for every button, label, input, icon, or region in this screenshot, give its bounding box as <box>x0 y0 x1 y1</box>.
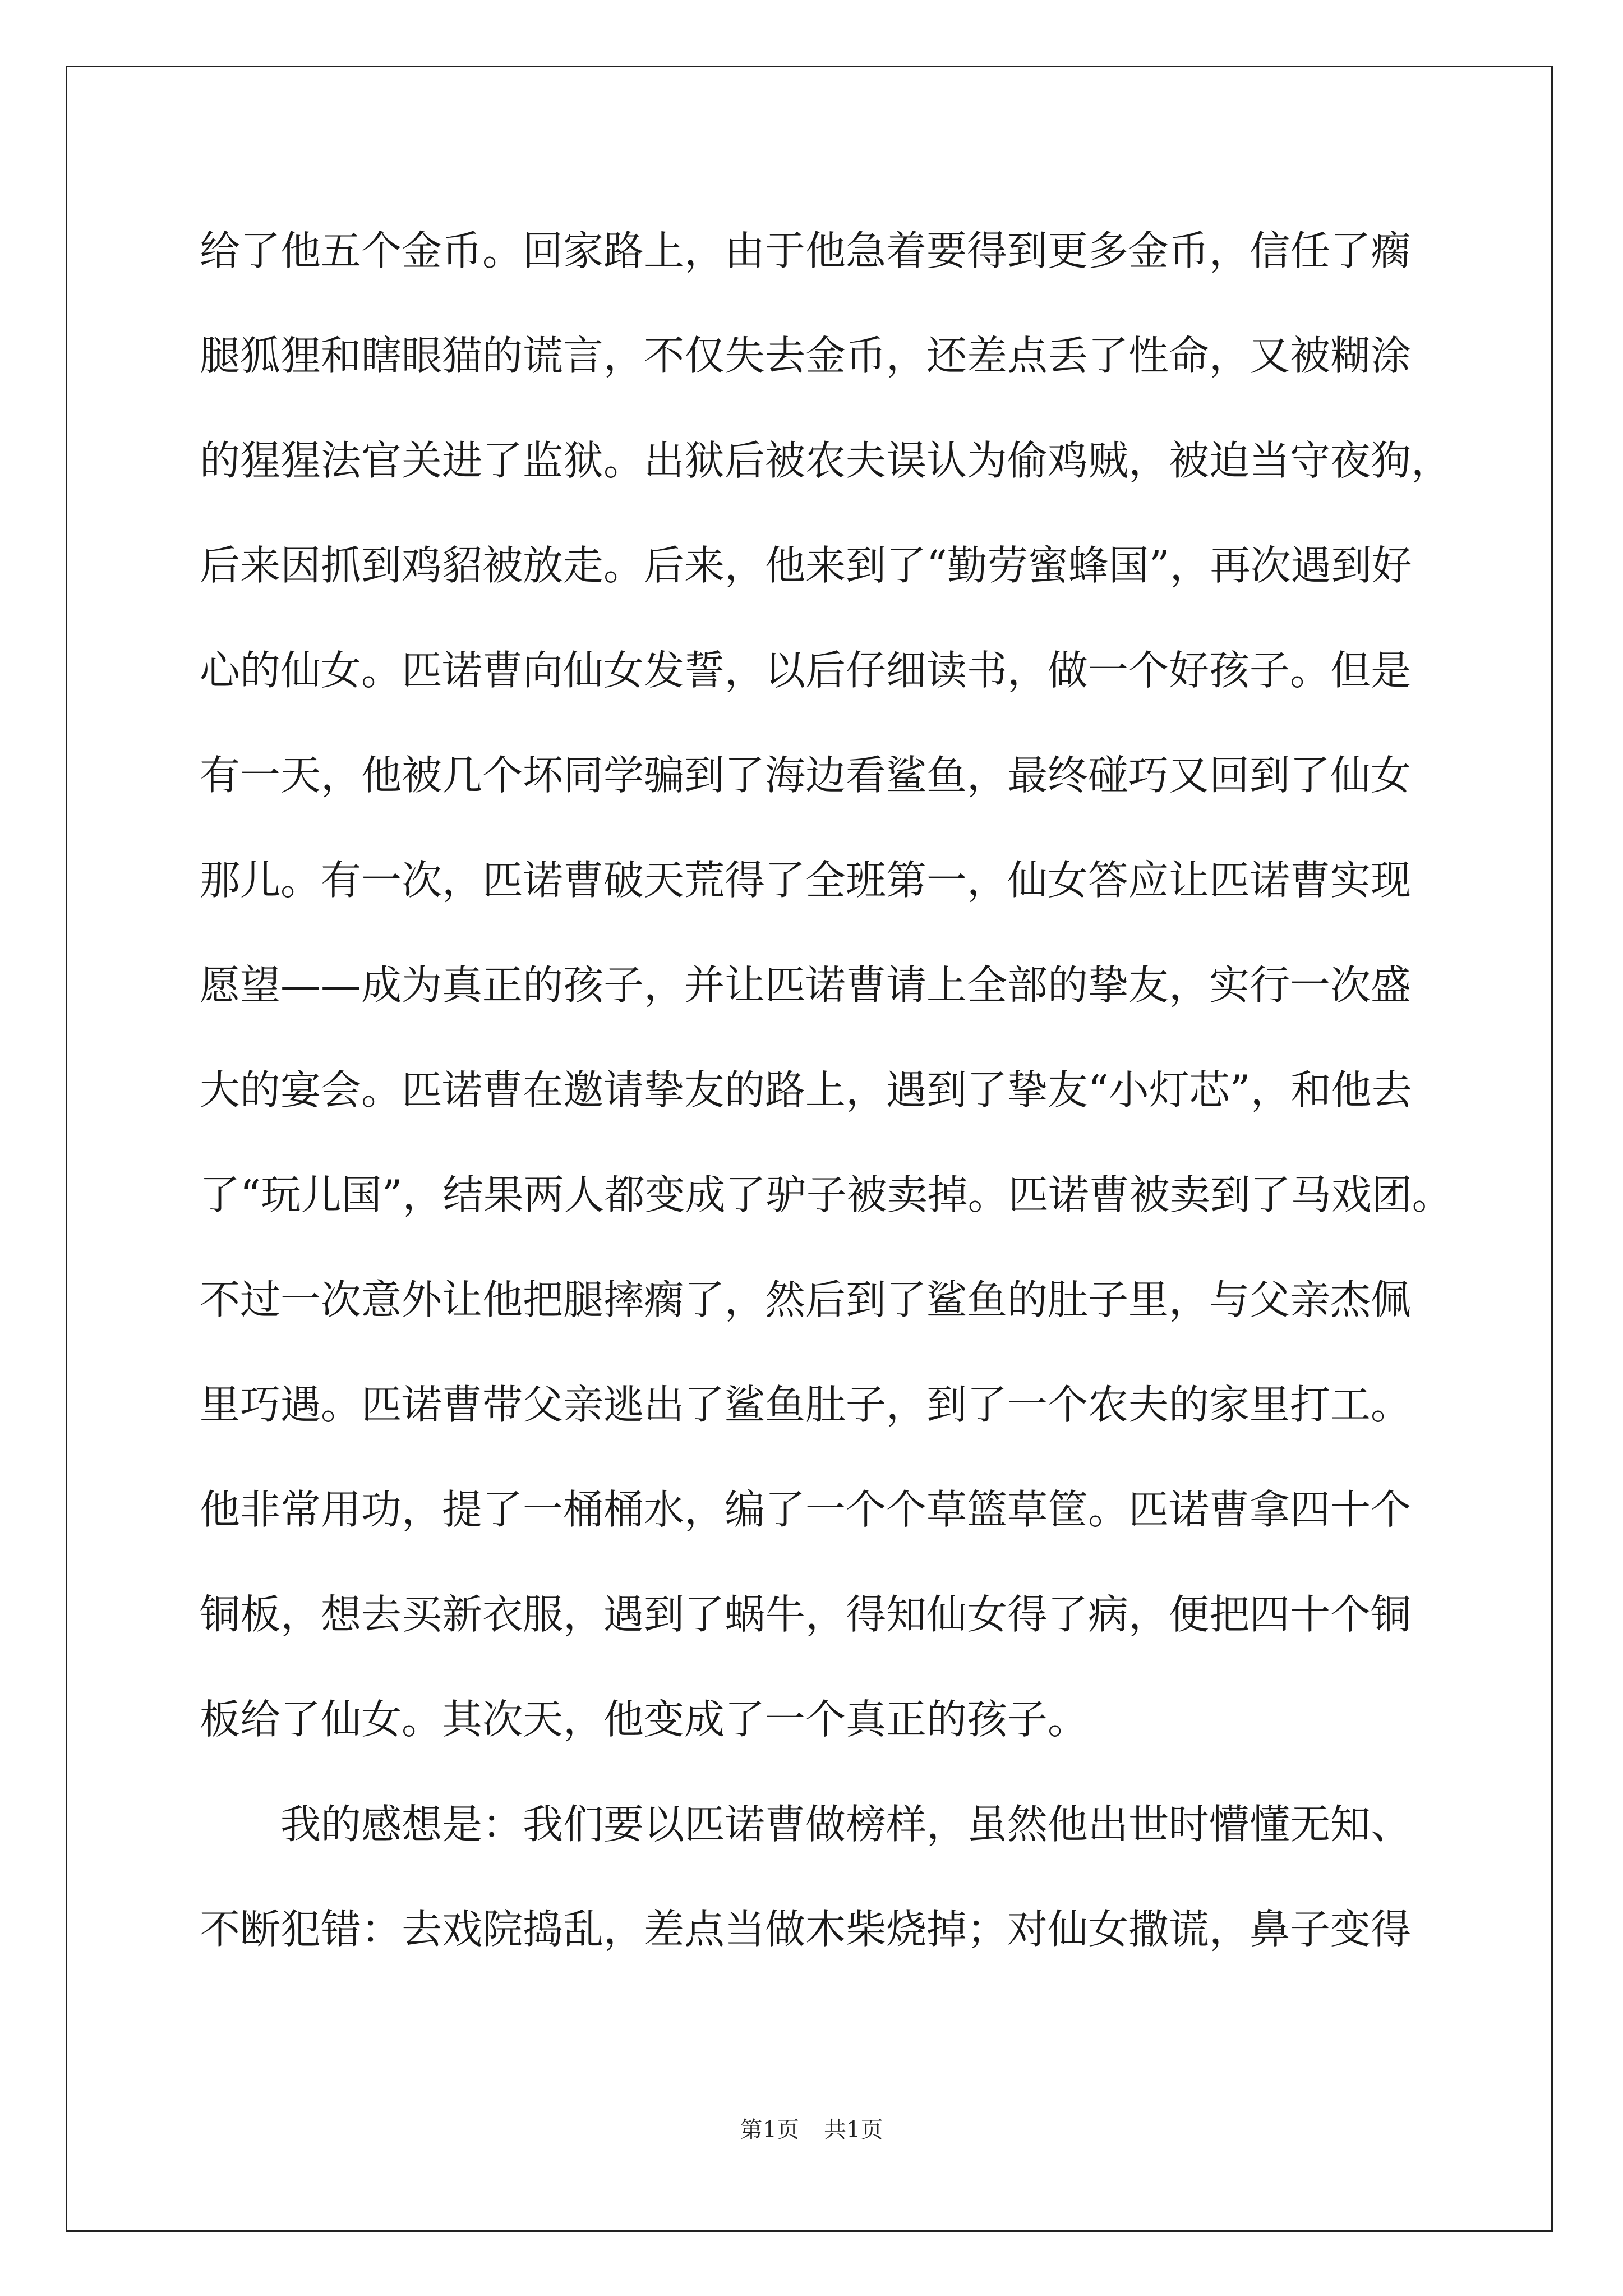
page-total: 共1页 <box>824 2117 883 2143</box>
text-line: 有一天，他被几个坏同学骗到了海边看鲨鱼，最终碰巧又回到了仙女 <box>200 752 1412 799</box>
text-line: 他非常用功，提了一桶桶水，编了一个个草篮草筐。匹诺曹拿四十个 <box>200 1486 1412 1533</box>
document-body <box>200 209 1453 1992</box>
text-line: 给了他五个金币。回家路上，由于他急着要得到更多金币，信任了瘸 <box>200 227 1412 274</box>
page-number: 第1页 <box>740 2117 799 2143</box>
text-line: 了“玩儿国”，结果两人都变成了驴子被卖掉。匹诺曹被卖到了马戏团。 <box>200 1171 1453 1218</box>
text-line: 铜板，想去买新衣服，遇到了蜗牛，得知仙女得了病，便把四十个铜 <box>200 1591 1412 1638</box>
text-line: 后来因抓到鸡貂被放走。后来，他来到了“勤劳蜜蜂国”，再次遇到好 <box>200 542 1412 589</box>
text-line: 那儿。有一次，匹诺曹破天荒得了全班第一，仙女答应让匹诺曹实现 <box>200 857 1412 904</box>
text-line: 不过一次意外让他把腿摔瘸了，然后到了鲨鱼的肚子里，与父亲杰佩 <box>200 1276 1412 1323</box>
text-line: 板给了仙女。其次天，他变成了一个真正的孩子。 <box>200 1696 1089 1743</box>
text-line: 愿望——成为真正的孩子，并让匹诺曹请上全部的挚友，实行一次盛 <box>200 961 1412 1009</box>
text-line: 心的仙女。匹诺曹向仙女发誓，以后仔细读书，做一个好孩子。但是 <box>200 647 1412 694</box>
text-line: 不断犯错：去戏院捣乱，差点当做木柴烧掉；对仙女撒谎，鼻子变得 <box>200 1906 1412 1953</box>
text-line: 的猩猩法官关进了监狱。出狱后被农夫误认为偷鸡贼，被迫当守夜狗， <box>200 437 1452 484</box>
text-line: 里巧遇。匹诺曹带父亲逃出了鲨鱼肚子，到了一个农夫的家里打工。 <box>200 1381 1412 1428</box>
text-line: 大的宴会。匹诺曹在邀请挚友的路上，遇到了挚友“小灯芯”，和他去 <box>200 1066 1412 1114</box>
page-footer <box>0 2112 1623 2144</box>
paragraph-start-line: 我的感想是：我们要以匹诺曹做榜样，虽然他出世时懵懂无知、 <box>280 1801 1412 1848</box>
text-line: 腿狐狸和瞎眼猫的谎言，不仅失去金币，还差点丢了性命，又被糊涂 <box>200 332 1412 379</box>
